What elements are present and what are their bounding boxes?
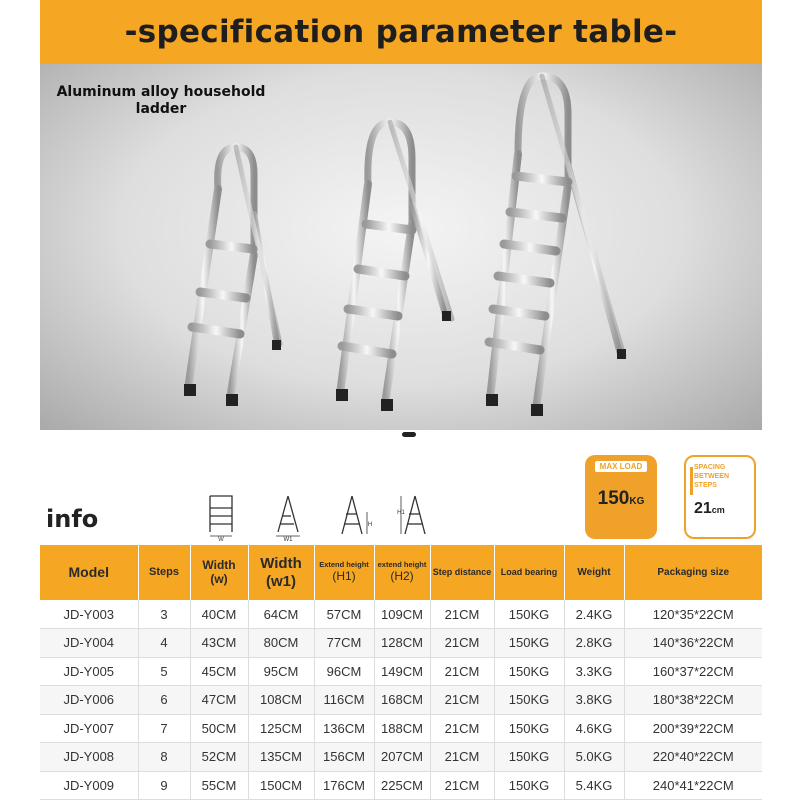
cell-width-w1: 150CM	[248, 771, 314, 800]
cell-step-distance: 21CM	[430, 629, 494, 658]
cell-model: JD-Y009	[40, 771, 138, 800]
cell-width-w: 47CM	[190, 686, 248, 715]
cell-load-bearing: 150KG	[494, 743, 564, 772]
cell-steps: 5	[138, 657, 190, 686]
header-extend-height-h1: Extend height (H1)	[314, 545, 374, 600]
cell-h2: 128CM	[374, 629, 430, 658]
cell-width-w: 50CM	[190, 714, 248, 743]
icon-label-h1: H1	[397, 510, 405, 516]
cell-width-w1: 64CM	[248, 600, 314, 629]
step-spacing-badge	[684, 455, 756, 539]
cell-steps: 6	[138, 686, 190, 715]
cell-packaging-size: 200*39*22CM	[624, 714, 762, 743]
step-spacing-line-1: SPACING	[694, 464, 726, 471]
cell-width-w: 55CM	[190, 771, 248, 800]
cell-width-w1: 108CM	[248, 686, 314, 715]
table-row	[40, 600, 762, 629]
header-extend-height-h2: extend height (H2)	[374, 545, 430, 600]
cell-weight: 4.6KG	[564, 714, 624, 743]
decorative-mark	[402, 432, 416, 437]
cell-width-w1: 135CM	[248, 743, 314, 772]
cell-width-w: 45CM	[190, 657, 248, 686]
header-width-w1: Width (w1)	[248, 545, 314, 600]
cell-steps: 9	[138, 771, 190, 800]
table-row	[40, 629, 762, 658]
header-steps: Steps	[138, 545, 190, 600]
cell-steps: 7	[138, 714, 190, 743]
cell-step-distance: 21CM	[430, 771, 494, 800]
cell-model: JD-Y006	[40, 686, 138, 715]
max-load-value: 150KG	[597, 488, 645, 509]
icon-label-w: W	[218, 537, 224, 542]
cell-step-distance: 21CM	[430, 686, 494, 715]
cell-h2: 109CM	[374, 600, 430, 629]
cell-weight: 2.8KG	[564, 629, 624, 658]
ladder-width-w1-icon	[273, 492, 303, 542]
cell-width-w: 52CM	[190, 743, 248, 772]
cell-packaging-size: 220*40*22CM	[624, 743, 762, 772]
cell-load-bearing: 150KG	[494, 600, 564, 629]
photo-caption	[46, 84, 276, 118]
info-heading: info	[46, 505, 99, 533]
step-spacing-line-3: STEPS	[694, 482, 717, 489]
cell-load-bearing: 150KG	[494, 714, 564, 743]
cell-packaging-size: 180*38*22CM	[624, 686, 762, 715]
cell-load-bearing: 150KG	[494, 629, 564, 658]
cell-h2: 225CM	[374, 771, 430, 800]
cell-load-bearing: 150KG	[494, 657, 564, 686]
ladder-height-h-icon	[338, 492, 374, 542]
cell-h2: 188CM	[374, 714, 430, 743]
ladder-small	[188, 147, 280, 399]
cell-h2: 149CM	[374, 657, 430, 686]
header-model: Model	[40, 545, 138, 600]
table-header-row	[40, 545, 762, 600]
step-spacing-value: 21cm	[694, 500, 725, 517]
cell-step-distance: 21CM	[430, 600, 494, 629]
ladders-illustration	[40, 64, 762, 430]
cell-h1: 77CM	[314, 629, 374, 658]
step-spacing-line-2: BETWEEN	[694, 473, 729, 480]
cell-h2: 207CM	[374, 743, 430, 772]
cell-model: JD-Y005	[40, 657, 138, 686]
cell-model: JD-Y004	[40, 629, 138, 658]
cell-packaging-size: 160*37*22CM	[624, 657, 762, 686]
header-packaging-size: Packaging size	[624, 545, 762, 600]
cell-packaging-size: 140*36*22CM	[624, 629, 762, 658]
cell-weight: 5.4KG	[564, 771, 624, 800]
table-row	[40, 714, 762, 743]
table-body	[40, 600, 762, 800]
cell-step-distance: 21CM	[430, 743, 494, 772]
icon-label-w1: W1	[283, 537, 293, 542]
cell-weight: 2.4KG	[564, 600, 624, 629]
caption-line-2: ladder	[135, 101, 187, 117]
cell-load-bearing: 150KG	[494, 771, 564, 800]
cell-weight: 5.0KG	[564, 743, 624, 772]
max-load-badge	[585, 455, 657, 539]
cell-packaging-size: 120*35*22CM	[624, 600, 762, 629]
ladder-medium	[340, 122, 452, 404]
cell-h1: 116CM	[314, 686, 374, 715]
cell-width-w1: 80CM	[248, 629, 314, 658]
cell-width-w1: 95CM	[248, 657, 314, 686]
cell-step-distance: 21CM	[430, 714, 494, 743]
table-row	[40, 686, 762, 715]
cell-load-bearing: 150KG	[494, 686, 564, 715]
cell-step-distance: 21CM	[430, 657, 494, 686]
table-row	[40, 771, 762, 800]
icon-label-h: H	[367, 522, 373, 528]
header-width-w: Width (w)	[190, 545, 248, 600]
cell-model: JD-Y008	[40, 743, 138, 772]
cell-model: JD-Y007	[40, 714, 138, 743]
cell-h1: 136CM	[314, 714, 374, 743]
cell-h1: 156CM	[314, 743, 374, 772]
cell-h1: 57CM	[314, 600, 374, 629]
cell-width-w1: 125CM	[248, 714, 314, 743]
cell-width-w: 43CM	[190, 629, 248, 658]
accent-bar	[690, 467, 693, 495]
ladder-width-w-icon	[204, 492, 238, 542]
ladder-large	[489, 76, 624, 409]
header-weight: Weight	[564, 545, 624, 600]
cell-steps: 4	[138, 629, 190, 658]
header-load-bearing: Load bearing	[494, 545, 564, 600]
cell-steps: 3	[138, 600, 190, 629]
cell-width-w: 40CM	[190, 600, 248, 629]
cell-weight: 3.8KG	[564, 686, 624, 715]
ladder-height-h1-icon	[395, 492, 431, 542]
header-step-distance: Step distance	[430, 545, 494, 600]
title-banner	[40, 0, 762, 64]
product-photo	[40, 64, 762, 430]
max-load-title: MAX LOAD	[595, 461, 648, 472]
spec-table	[40, 545, 762, 800]
cell-model: JD-Y003	[40, 600, 138, 629]
cell-h1: 96CM	[314, 657, 374, 686]
table-row	[40, 743, 762, 772]
cell-steps: 8	[138, 743, 190, 772]
cell-h2: 168CM	[374, 686, 430, 715]
page-title: -specification parameter table-	[124, 14, 678, 50]
caption-line-1: Aluminum alloy household	[56, 84, 266, 100]
cell-packaging-size: 240*41*22CM	[624, 771, 762, 800]
cell-h1: 176CM	[314, 771, 374, 800]
table-row	[40, 657, 762, 686]
cell-weight: 3.3KG	[564, 657, 624, 686]
